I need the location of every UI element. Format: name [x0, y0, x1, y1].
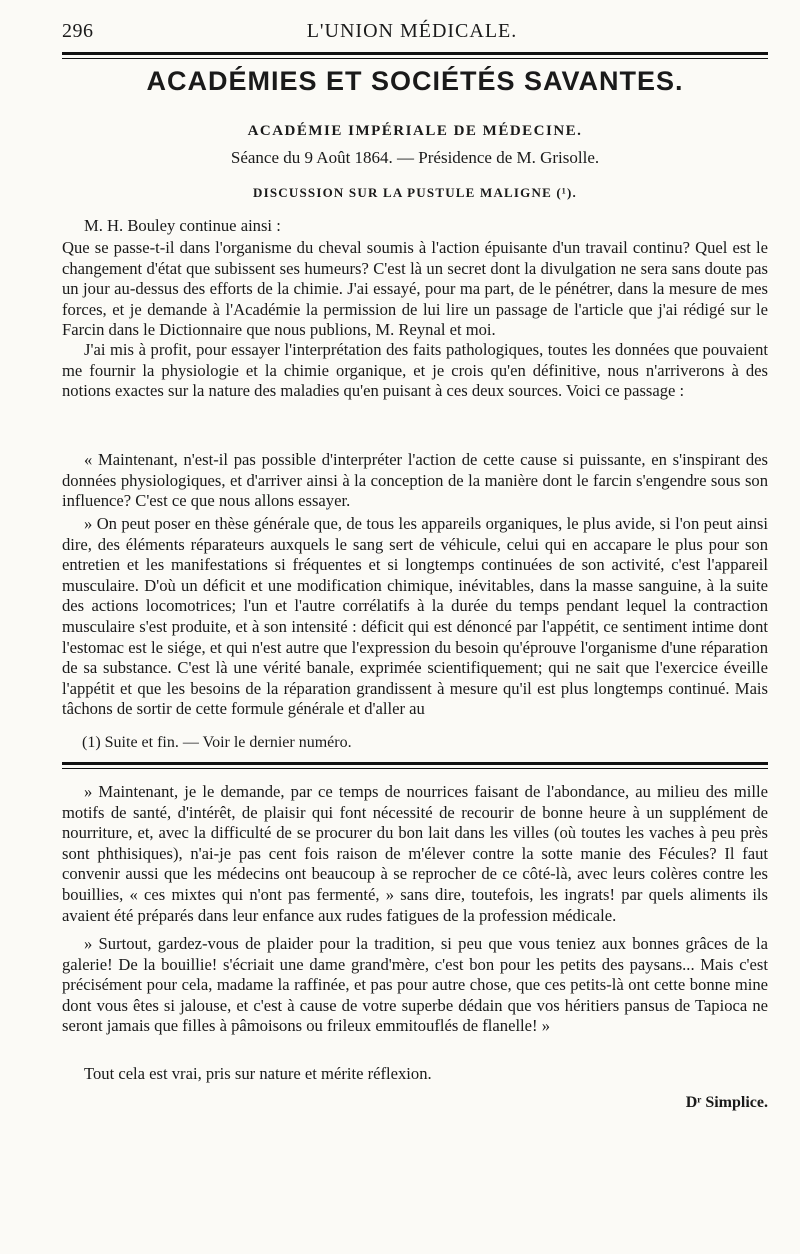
feuilleton-paragraph-3: Tout cela est vrai, pris sur nature et mérite réflexion. — [84, 1064, 432, 1083]
discussion-heading: DISCUSSION SUR LA PUSTULE MALIGNE (¹). — [253, 185, 577, 200]
seance-line: Séance du 9 Août 1864. — Présidence de M. Grisolle. — [230, 148, 600, 167]
paragraph-1: Que se passe-t-il dans l'organisme du cheval soumis à l'action épuisante d'un travail continu? Quel est le changement d'état que subissent ses humeurs? C'est là un secret dont la divulgation ne sera sans doute pas un jour au-dessus des efforts de la chimie. J'ai essayé, pour ma part, de le pénétrer, dans la mesure de mes forces, et je demande à l'Académie la permission de lui lire un passage de l'article que j'ai rédigé sur le Farcin dans le Dictionnaire que nous publions, M. Reynal et moi. — [62, 238, 768, 340]
feuilleton-rule — [62, 762, 768, 769]
section-title: ACADÉMIES ET SOCIÉTÉS SAVANTES. — [146, 66, 684, 96]
academy-heading: ACADÉMIE IMPÉRIALE DE MÉDECINE. — [247, 123, 583, 139]
feuilleton-paragraph-2: » Surtout, gardez-vous de plaider pour la tradition, si peu que vous teniez aux bonnes grâces de la galerie! De la bouillie! s'écriait une dame grand'mère, c'est bon pour les petits des paysans... Mais c'est précisément pour cela, madame la raffinée, et pas pour autre chose, que ces petits-là ont cette bonne mine dont vous êtes si jalouse, et c'est à cause de votre superbe dédain que vos héritiers pansus de Tapioca ne seront jamais que filles à pâmoisons ou frileux emmitouflés de flanelle! » — [62, 934, 768, 1036]
page-number: 296 — [62, 20, 94, 42]
page-header — [62, 18, 762, 48]
footnote: (1) Suite et fin. — Voir le dernier numéro. — [82, 734, 352, 751]
running-head: L'UNION MÉDICALE. — [306, 20, 518, 42]
paragraph-2: J'ai mis à profit, pour essayer l'interprétation des faits pathologiques, toutes les données que pouvaient me fournir la physiologie et la chimie organique, et je crois qu'en définitive, nous n'arriverons à des notions exactes sur la nature des maladies qu'en puisant à ces deux sources. Voici ce passage : — [62, 340, 768, 401]
feuilleton-paragraph-1: » Maintenant, je le demande, par ce temps de nourrices faisant de l'abondance, au milieu des mille motifs de santé, d'intérêt, de plaisir qui font nécessité de recourir de bonne heure à un supplément de nourriture, et, avec la difficulté de se procurer du bon lait dans les villes (où toutes les vaches à peu près sont phthisiques), n'ai-je pas cent fois raison de m'élever contre la sotte manie des Fécules? Il faut convenir aussi que les médecins ont beaucoup à se reprocher de ce côté-là, avec leurs colères contre les bouillies, « ces mixtes qui n'ont pas fermenté, » sans dire, toutefois, les ingrats! par quels aliments ils avaient été préparés dans leur enfance aux rudes fatigues de la profession médicale. — [62, 782, 768, 925]
signature: Dʳ Simplice. — [685, 1094, 768, 1111]
paragraph-speaker: M. H. Bouley continue ainsi : — [84, 216, 281, 235]
header-rule — [62, 52, 768, 59]
paragraph-quote-1: « Maintenant, n'est-il pas possible d'interpréter l'action de cette cause si puissante, en s'inspirant des données physiologiques, et d'arriver ainsi à la conception de la manière dont le farcin s'engendre sous son influence? C'est ce que nous allons essayer. — [62, 450, 768, 511]
paragraph-quote-2: » On peut poser en thèse générale que, de tous les appareils organiques, le plus avide, si l'on peut ainsi dire, des éléments réparateurs auxquels le sang sert de véhicule, celui qui en accapare le plus pour son entretien et les manifestations si fréquentes et si longtemps continuées de son activité, c'est l'appareil musculaire. D'où un déficit et une modification chimique, inévitables, dans la masse sanguine, à la suite des actions locomotrices; l'un et l'autre corrélatifs à la durée du temps pendant lequel la contraction musculaire s'est produite, et à son intensité : déficit qui est dénoncé par l'appétit, ce sentiment intime dont l'estomac est le siége, et qui n'est autre que l'expression du besoin qu'éprouve l'organisme d'une réparation de sa substance. C'est là une vérité banale, exprimée scientifiquement; qui ne sait que l'exercice éveille l'appétit et que les besoins de la réparation grandissent à mesure qu'il est plus longtemps continué. Mais tâchons de sortir de cette formule générale et d'aller au — [62, 514, 768, 719]
